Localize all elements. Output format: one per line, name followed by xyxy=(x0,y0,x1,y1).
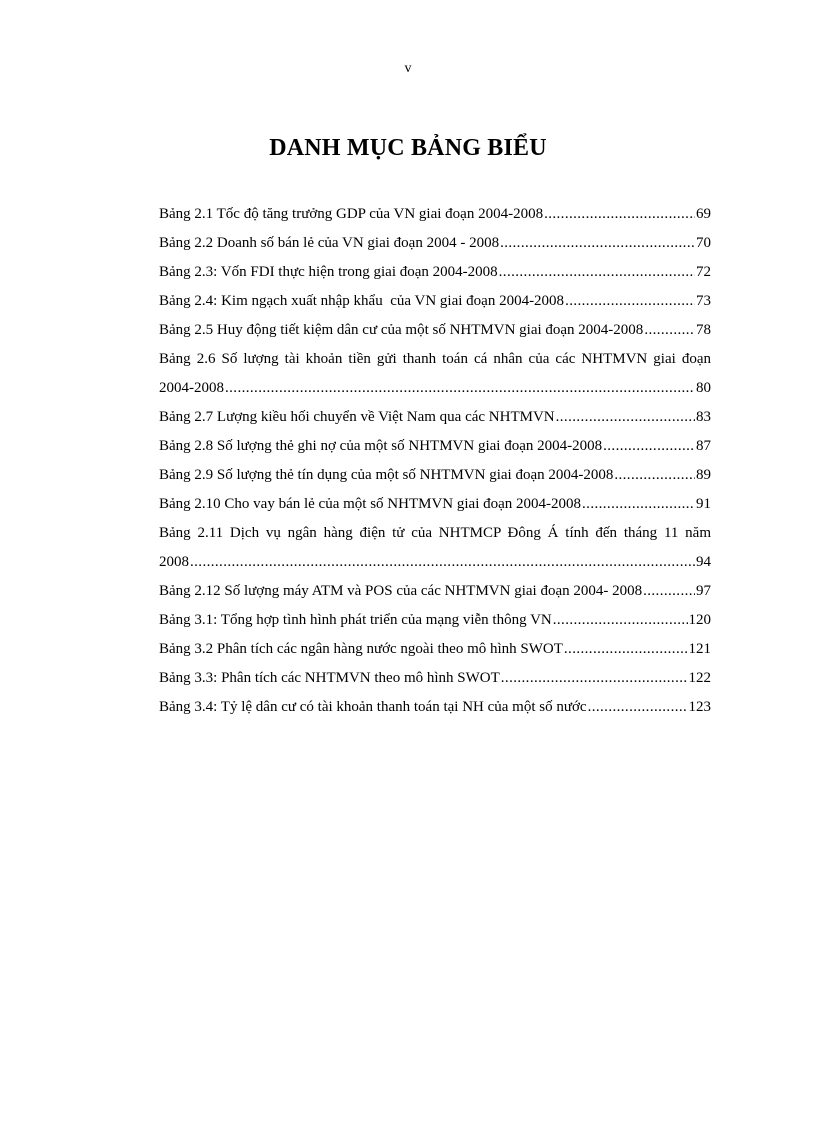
page-title: DANH MỤC BẢNG BIỂU xyxy=(269,135,547,161)
toc-leader-dots xyxy=(501,669,688,688)
toc-leader-dots xyxy=(564,640,688,659)
toc-entry[interactable] xyxy=(159,408,711,427)
toc-entry[interactable] xyxy=(159,437,711,456)
toc-leader-dots xyxy=(644,321,695,340)
toc-entry[interactable] xyxy=(159,292,711,311)
toc-entry-text: Bảng 2.7 Lượng kiều hối chuyển về Việt Nam qua các NHTMVN xyxy=(159,409,555,425)
toc-entry-page: 69 xyxy=(696,206,711,222)
page-number: v xyxy=(404,61,412,76)
toc-leader-dots xyxy=(565,292,695,311)
toc-entry-page: 72 xyxy=(696,264,711,280)
toc-entry-text-cont: 2004-2008 xyxy=(159,380,224,396)
toc-entry-text: Bảng 2.4: Kim ngạch xuất nhập khẩu của VN giai đoạn 2004-2008 xyxy=(159,293,565,309)
toc-entry-page: 91 xyxy=(696,496,711,512)
toc-entry-text: Bảng 3.3: Phân tích các NHTMVN theo mô hình SWOT xyxy=(159,670,500,686)
toc-entry-text: Bảng 2.12 Số lượng máy ATM và POS của các NHTMVN giai đoạn 2004- 2008 xyxy=(159,583,643,599)
toc-leader-dots xyxy=(582,495,695,514)
toc-leader-dots xyxy=(556,408,695,427)
toc-leader-dots xyxy=(500,234,695,253)
toc-leader-dots xyxy=(603,437,695,456)
toc-leader-dots xyxy=(614,466,695,485)
toc-entry-text: Bảng 3.2 Phân tích các ngân hàng nước ngoài theo mô hình SWOT xyxy=(159,641,563,657)
toc-leader-dots xyxy=(499,263,695,282)
toc-entry[interactable] xyxy=(159,524,711,572)
toc-entry-continuation xyxy=(159,553,711,572)
toc-leader-dots xyxy=(225,379,695,398)
toc-leader-dots xyxy=(190,553,695,572)
toc-entry[interactable] xyxy=(159,611,711,630)
toc-entry-text: Bảng 2.6 Số lượng tài khoản tiền gửi thanh toán cá nhân của các NHTMVN giai đoạn xyxy=(159,351,711,367)
toc-entry-page: 94 xyxy=(696,554,711,570)
toc-leader-dots xyxy=(643,582,695,601)
toc-entry-page: 121 xyxy=(688,641,711,657)
toc-leader-dots xyxy=(553,611,688,630)
toc-entry-page: 89 xyxy=(696,467,711,483)
toc-entry[interactable] xyxy=(159,582,711,601)
toc-entry[interactable] xyxy=(159,350,711,398)
toc-entry-text: Bảng 3.1: Tổng hợp tình hình phát triển của mạng viễn thông VN xyxy=(159,612,552,628)
table-of-tables xyxy=(159,205,711,727)
toc-entry-text: Bảng 2.1 Tốc độ tăng trưởng GDP của VN giai đoạn 2004-2008 xyxy=(159,206,544,222)
toc-leader-dots xyxy=(544,205,695,224)
toc-entry[interactable] xyxy=(159,466,711,485)
toc-entry-continuation xyxy=(159,379,711,398)
toc-entry-page: 97 xyxy=(696,583,711,599)
toc-entry-page: 70 xyxy=(696,235,711,251)
toc-entry-text: Bảng 3.4: Tỷ lệ dân cư có tài khoản thanh toán tại NH của một số nước xyxy=(159,699,587,715)
toc-entry-page: 122 xyxy=(688,670,711,686)
toc-entry-page: 123 xyxy=(688,699,711,715)
toc-entry-page: 78 xyxy=(696,322,711,338)
toc-entry-text: Bảng 2.3: Vốn FDI thực hiện trong giai đoạn 2004-2008 xyxy=(159,264,498,280)
toc-entry-page: 80 xyxy=(696,380,711,396)
toc-entry[interactable] xyxy=(159,495,711,514)
toc-entry[interactable] xyxy=(159,698,711,717)
toc-entry[interactable] xyxy=(159,321,711,340)
toc-entry[interactable] xyxy=(159,640,711,659)
toc-entry-page: 83 xyxy=(696,409,711,425)
toc-entry[interactable] xyxy=(159,234,711,253)
toc-leader-dots xyxy=(588,698,688,717)
toc-entry-text: Bảng 2.11 Dịch vụ ngân hàng điện tử của NHTMCP Đông Á tính đến tháng 11 năm xyxy=(159,525,711,541)
toc-entry-page: 120 xyxy=(688,612,711,628)
toc-entry-text-cont: 2008 xyxy=(159,554,189,570)
toc-entry-text: Bảng 2.5 Huy động tiết kiệm dân cư của một số NHTMVN giai đoạn 2004-2008 xyxy=(159,322,644,338)
toc-entry-text: Bảng 2.9 Số lượng thẻ tín dụng của một số NHTMVN giai đoạn 2004-2008 xyxy=(159,467,614,483)
toc-entry[interactable] xyxy=(159,669,711,688)
toc-entry-page: 73 xyxy=(696,293,711,309)
toc-entry-text: Bảng 2.2 Doanh số bán lẻ của VN giai đoạn 2004 - 2008 xyxy=(159,235,500,251)
toc-entry-text: Bảng 2.8 Số lượng thẻ ghi nợ của một số NHTMVN giai đoạn 2004-2008 xyxy=(159,438,603,454)
toc-entry[interactable] xyxy=(159,205,711,224)
toc-entry-page: 87 xyxy=(696,438,711,454)
toc-entry-text: Bảng 2.10 Cho vay bán lẻ của một số NHTMVN giai đoạn 2004-2008 xyxy=(159,496,582,512)
toc-entry[interactable] xyxy=(159,263,711,282)
